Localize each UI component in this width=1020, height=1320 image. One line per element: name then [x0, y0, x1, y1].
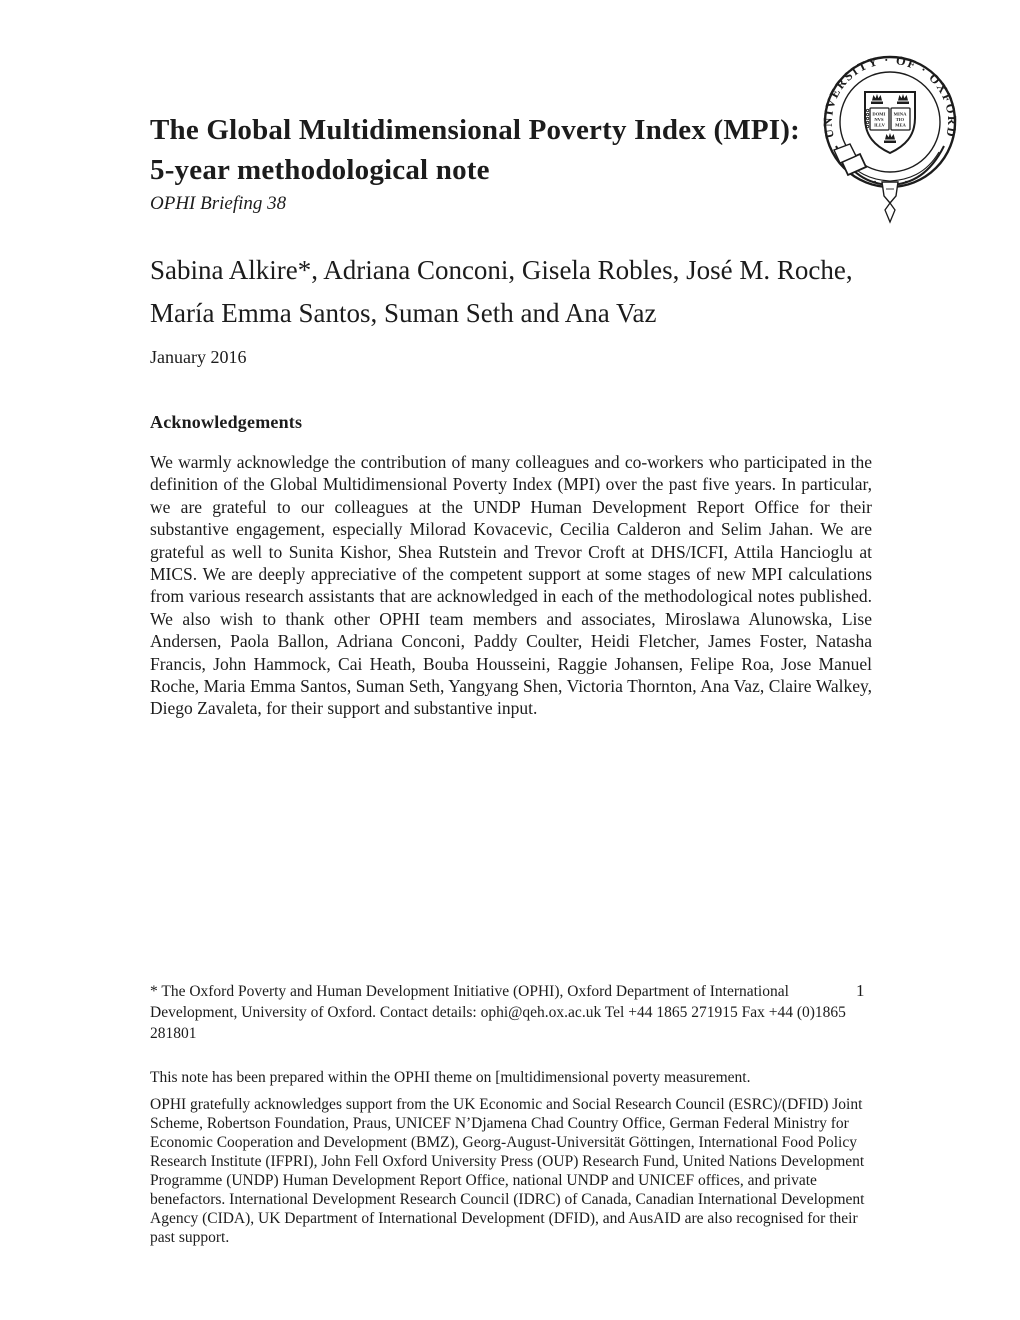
acknowledgements-paragraph: We warmly acknowledge the contribution of many colleagues and co-workers who participated in the definition of the Global Multidimensional Poverty Index (MPI) over the past five years. In particular, we are grateful to our colleagues at the UNDP Human Development Report Office for their substantive engagement, especially Milorad Kovacevic, Cecilia Calderon and Selim Jahan. We are grateful as well to Sunita Kishor, Shea Rutstein and Trevor Croft at DHS/ICFI, Attila Hancioglu at MICS. We are deeply appreciative of the competent support at some stages of new MPI calculations from various research assistants that are acknowledged in each of the methodological notes published. We also wish to thank other OPHI team members and associates, Miroslawa Alunowska, Lise Andersen, Paola Ballon, Adriana Conconi, Paddy Coulter, Heidi Fletcher, James Foster, Natasha Francis, John Hammock, Cai Heath, Bouba Housseini, Raggie Johansen, Felipe Roa, Jose Manuel Roche, Maria Emma Santos, Suman Seth, Yangyang Shen, Victoria Thornton, Ana Vaz, Claire Walkey, Diego Zavaleta, for their support and substantive input. [150, 452, 872, 719]
funding-acknowledgement: OPHI gratefully acknowledges support from the UK Economic and Social Research Council (ESRC)/(DFID) Joint Scheme, Robertson Foundation, Praus, UNICEF N’Djamena Chad Country Office, German Federal Ministry for Economic Cooperation and Development (BMZ), Georg-August-Universität Göttingen, International Food Policy Research Institute (IFPRI), John Fell Oxford University Press (OUP) Research Fund, United Nations Development Programme (UNDP) Human Development Report Office, national UNDP and UNICEF offices, and private benefactors. International Development Research Council (IDRC) of Canada, Canadian International Development Agency (CIDA), UK Department of International Development (DFID), and AusAID are also recognised for their past support. [150, 1096, 865, 1246]
crest-ring-text: UNIVERSITY · OF · OXFORD [820, 52, 960, 140]
book-right-text: MINA TIO MEA [893, 111, 907, 128]
document-title [150, 110, 872, 190]
open-book-icon [866, 108, 910, 130]
book-left-text: DOMI NVS ILLV [872, 111, 886, 128]
affiliation-footnote: * The Oxford Poverty and Human Development Initiative (OPHI), Oxford Department of International Development, University of Oxford. Contact details: ophi@qeh.ox.ac.uk Tel +44 1865 271915 Fax +44 (0)1865 281801 [150, 983, 846, 1042]
title-line-2: 5-year methodological note [150, 154, 490, 186]
title-line-1: The Global Multidimensional Poverty Index (MPI): [150, 114, 801, 146]
acknowledgements-heading: Acknowledgements [150, 412, 303, 432]
publication-date: January 2016 [150, 347, 247, 367]
authors-line: Sabina Alkire*, Adriana Conconi, Gisela Robles, José M. Roche, María Emma Santos, Suman Seth and Ana Vaz [150, 255, 853, 328]
page-number: 1 [856, 981, 865, 1000]
theme-note: This note has been prepared within the OPHI theme on [multidimensional poverty measurement. [150, 1069, 751, 1086]
briefing-subtitle: OPHI Briefing 38 [150, 193, 287, 214]
